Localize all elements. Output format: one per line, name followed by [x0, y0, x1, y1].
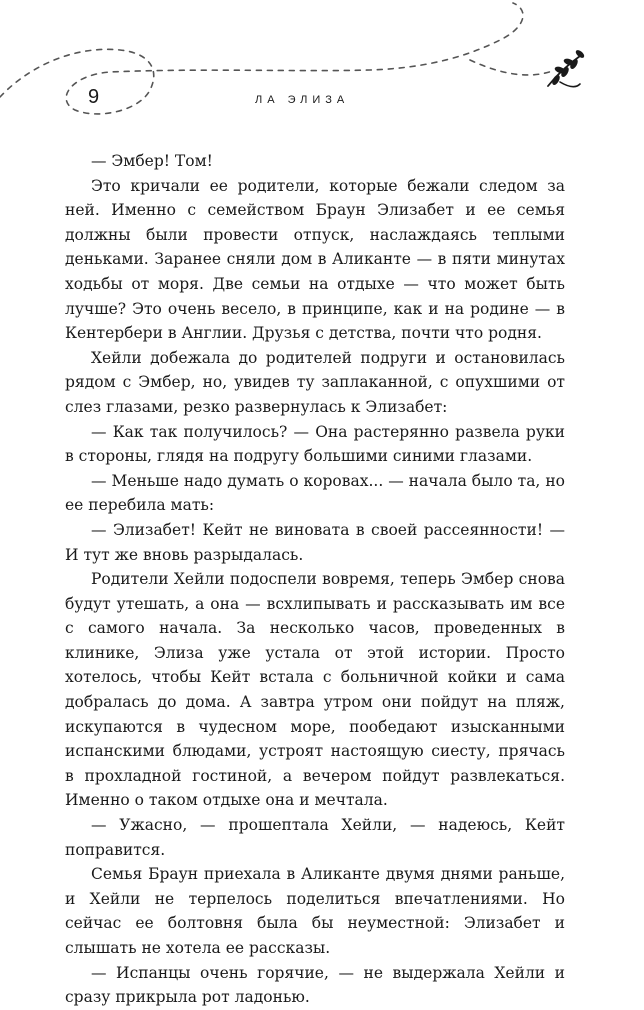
- paragraph: — Элизабет! Кейт не виновата в своей рассеянности! — И тут же вновь разрыдалась.: [65, 520, 565, 564]
- paragraph: — Ужасно, — прошептала Хейли, — надеюсь, Кейт поправится.: [65, 816, 565, 859]
- paragraph: Родители Хейли подоспели вовремя, теперь Эмбер снова будут утешать, а она — всхлипывать и рассказывать им все с самого начала. За несколько часов, проведенных в клинике, Элиза уже устала от этой истории. Просто хотелось, чтобы Кейт встала с больничной койки и сама добралась до дома. А завтра утром они пойдут на пляж, искупаются в чудесном море, пообедают изысканными испанскими блюдами, устроят настоящую сиесту, прячась в прохладной гостиной, а вечером пойдут развлекаться. Именно о таком отдыхе она и мечтала.: [65, 570, 565, 810]
- paragraph: — Как так получилось? — Она растерянно развела руки в стороны, глядя на подругу большими синими глазами.: [65, 422, 565, 466]
- running-title: ЛА ЭЛИЗА: [255, 94, 350, 106]
- paragraph: — Эмбер! Том!: [91, 152, 213, 170]
- paragraph: — Испанцы очень горячие, — не выдержала Хейли и сразу прикрыла рот ладонью.: [65, 963, 565, 1007]
- paragraph: Это кричали ее родители, которые бежали следом за ней. Именно с семейством Браун Элизабет и ее семья должны были провести отпуск, наслаждаясь теплыми деньками. Заранее сняли дом в Аликанте — в пяти минутах ходьбы от моря. Две семьи на отдыхе — что может быть лучше? Это очень весело, в принципе, как и на родине — в Кентербери в Англии. Друзья с детства, почти что родня.: [65, 176, 565, 343]
- paragraph: Семья Браун приехала в Аликанте двумя днями раньше, и Хейли не терпелось поделиться впечатлениями. Но сейчас ее болтовня была бы неуместной: Элизабет и слышать не хотела ее рассказы.: [65, 865, 565, 957]
- laurel-branch-icon: [548, 49, 585, 86]
- paragraph: Хейли добежала до родителей подруги и остановилась рядом с Эмбер, но, увидев ту заплаканной, с опухшими от слез глазами, резко развернулась к Элизабет:: [65, 348, 565, 416]
- body-text: [65, 149, 565, 1010]
- paragraph: — Меньше надо думать о коровах... — начала было та, но ее перебила мать:: [65, 471, 565, 515]
- dashed-tail-line: [470, 60, 555, 75]
- page-number: 9: [88, 86, 100, 108]
- header-decoration: [0, 0, 644, 140]
